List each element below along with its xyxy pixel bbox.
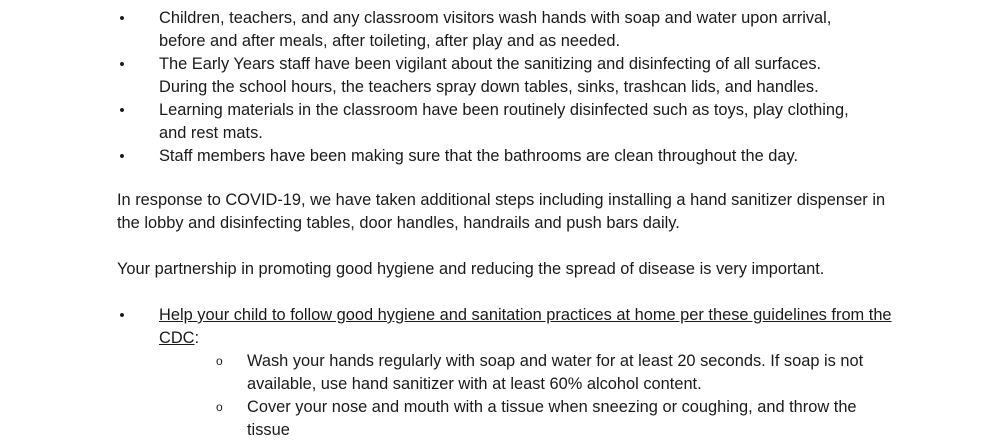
- list-item: [117, 304, 897, 442]
- cdc-guidelines-list: [117, 304, 897, 442]
- sub-list-item-text: Cover your nose and mouth with a tissue when sneezing or coughing, and throw the tissue: [247, 398, 857, 439]
- covid-paragraph: In response to COVID-19, we have taken additional steps including installing a hand sanitizer dispenser in the lobby and disinfecting tables, door handles, handrails and push bars daily.: [117, 191, 886, 232]
- bullet-icon: •: [119, 307, 125, 324]
- circle-bullet-icon: o: [216, 354, 223, 368]
- sub-list-item-text: Wash your hands regularly with soap and water for at least 20 seconds. If soap is not available, use hand sanitizer with at least 60% alcohol content.: [247, 352, 864, 393]
- partnership-paragraph: Your partnership in promoting good hygiene and reducing the spread of disease is very important.: [117, 260, 825, 278]
- list-item: [117, 145, 857, 168]
- list-item-text: Staff members have been making sure that the bathrooms are clean throughout the day.: [159, 147, 799, 165]
- cdc-heading: Help your child to follow good hygiene and sanitation practices at home per these guidelines from the CDC: [159, 306, 892, 347]
- bullet-icon: •: [119, 10, 125, 27]
- list-item: [117, 53, 857, 99]
- circle-bullet-icon: o: [216, 400, 223, 414]
- list-item: [117, 7, 857, 53]
- sub-list-item: [201, 396, 901, 442]
- list-item-text: The Early Years staff have been vigilant about the sanitizing and disinfecting of all surfaces. During the school hours, the teachers spray down tables, sinks, trashcan lids, and handles.: [159, 55, 822, 96]
- list-item: [117, 99, 857, 145]
- list-item-text: Learning materials in the classroom have been routinely disinfected such as toys, play clothing, and rest mats.: [159, 101, 849, 142]
- sub-list-item: [201, 350, 901, 396]
- cdc-sub-list: [201, 350, 901, 442]
- bullet-icon: •: [119, 148, 125, 165]
- bullet-icon: •: [119, 56, 125, 73]
- list-item-text: Children, teachers, and any classroom visitors wash hands with soap and water upon arrival, before and after meals, after toileting, after play and as needed.: [159, 9, 832, 50]
- cdc-heading-suffix: :: [194, 329, 200, 347]
- hygiene-practices-list: [117, 7, 857, 168]
- bullet-icon: •: [119, 102, 125, 119]
